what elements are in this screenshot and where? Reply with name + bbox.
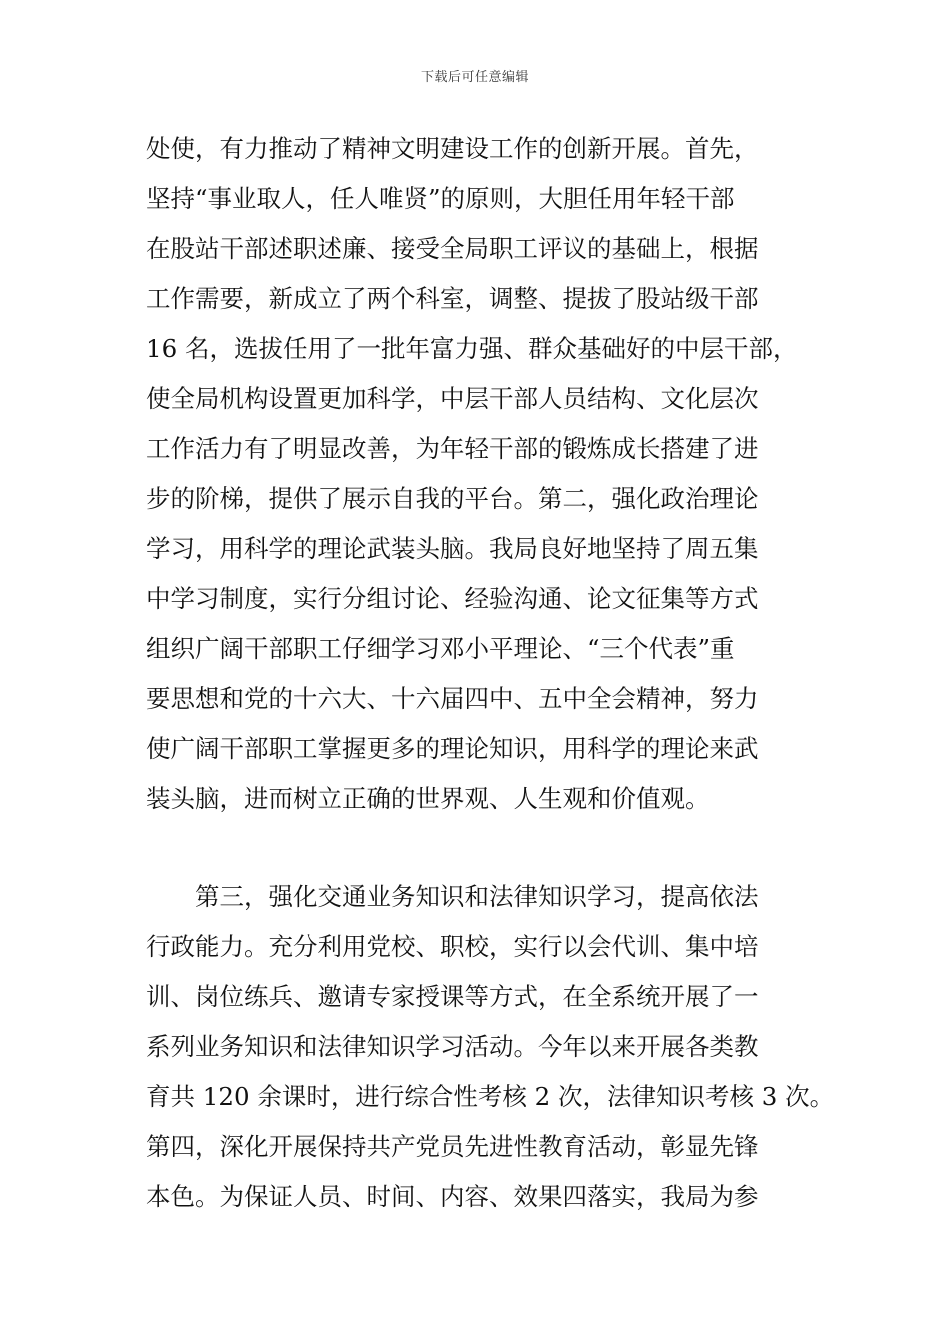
paragraph-1: [146, 124, 826, 824]
text-line: 行政能力。充分利用党校、职校，实行以会代训、集中培: [146, 932, 759, 961]
text-line: 要思想和党的十六大、十六届四中、五中全会精神，努力: [146, 684, 759, 713]
text-line: 工作需要，新成立了两个科室，调整、提拔了股站级干部: [146, 284, 759, 313]
text-line: 步的阶梯，提供了展示自我的平台。第二，强化政治理论: [146, 484, 759, 513]
text-line: 本色。为保证人员、时间、内容、效果四落实，我局为参: [146, 1182, 759, 1211]
text-line: 学习，用科学的理论武装头脑。我局良好地坚持了周五集: [146, 534, 759, 563]
text-line: 第四，深化开展保持共产党员先进性教育活动，彰显先锋: [146, 1132, 759, 1161]
page-header: 下载后可任意编辑: [420, 70, 529, 85]
paragraph-2: [146, 872, 835, 1222]
text-line: 第三，强化交通业务知识和法律知识学习，提高依法: [195, 882, 759, 911]
text-line: 装头脑，进而树立正确的世界观、人生观和价值观。: [146, 784, 710, 813]
text-line: 训、岗位练兵、邀请专家授课等方式，在全系统开展了一: [146, 982, 759, 1011]
text-line: 育共 120 余课时，进行综合性考核 2 次，法律知识考核 3 次。: [146, 1082, 835, 1111]
text-line: 在股站干部述职述廉、接受全局职工评议的基础上，根据: [146, 234, 759, 263]
text-line: 组织广阔干部职工仔细学习邓小平理论、“三个代表”重: [146, 634, 735, 663]
text-line: 使全局机构设置更加科学，中层干部人员结构、文化层次: [146, 384, 759, 413]
text-line: 坚持“事业取人，任人唯贤”的原则，大胆任用年轻干部: [146, 184, 735, 213]
text-line: 工作活力有了明显改善，为年轻干部的锻炼成长搭建了进: [146, 434, 759, 463]
text-line: 中学习制度，实行分组讨论、经验沟通、论文征集等方式: [146, 584, 759, 613]
text-line: 16 名，选拔任用了一批年富力强、群众基础好的中层干部，: [146, 334, 798, 363]
text-line: 使广阔干部职工掌握更多的理论知识，用科学的理论来武: [146, 734, 759, 763]
text-line: 处使，有力推动了精神文明建设工作的创新开展。首先，: [146, 134, 759, 163]
text-line: 系列业务知识和法律知识学习活动。今年以来开展各类教: [146, 1032, 759, 1061]
